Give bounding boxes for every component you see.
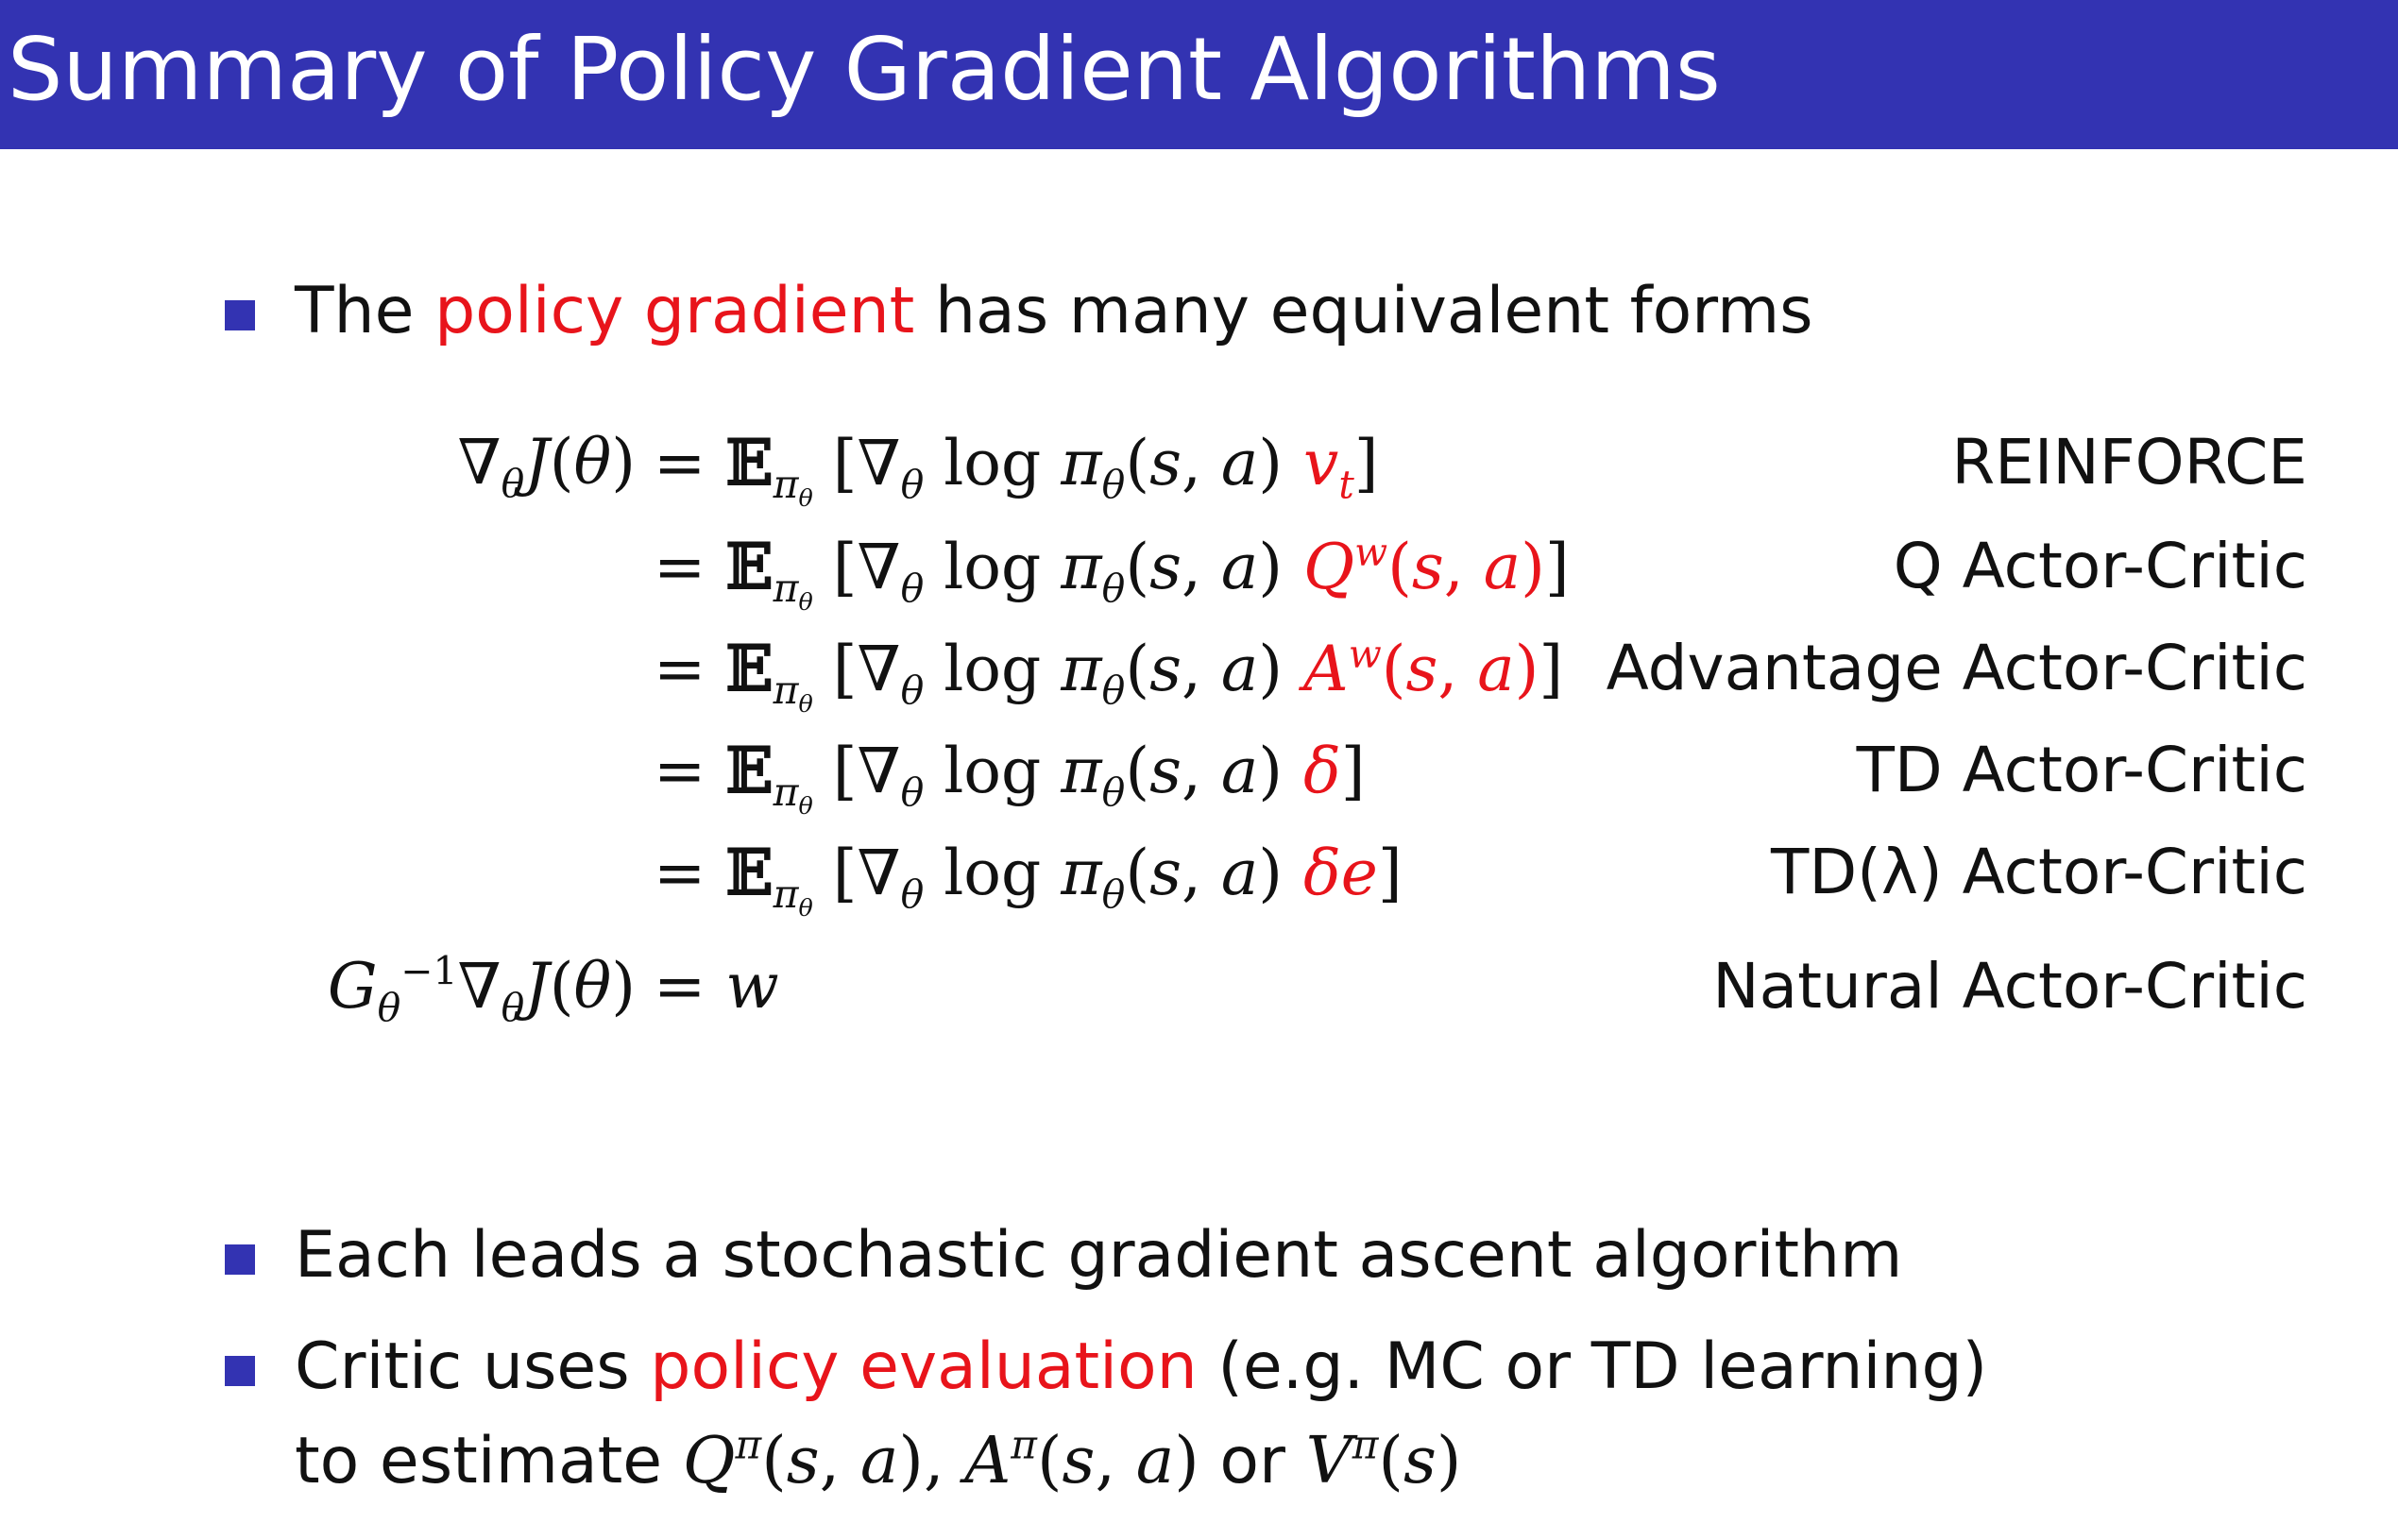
page-title: Summary of Policy Gradient Algorithms (8, 19, 1721, 120)
equation-5-rhs: = 𝔼$_{\pi_\theta}$ [$\nabla_\theta$ $\log \pi_\theta(s$, a) δe] (654, 836, 1403, 922)
bullet-3 (295, 1329, 1987, 1405)
bullet-2: Each leads a stochastic gradient ascent algorithm (295, 1218, 1903, 1293)
equation-3-rhs: = 𝔼$_{\pi_\theta}$ [$\nabla_\theta$ $\log \pi_\theta(s$, a) $A^w(s$, a)] (654, 631, 1564, 719)
bullet-3-line2-pre: to estimate (295, 1424, 683, 1498)
bullet-3-line-2 (295, 1421, 1462, 1499)
equation-6-rhs: = w (654, 950, 779, 1023)
equation-3-label: Advantage Actor-Critic (1606, 632, 2307, 704)
equation-4-rhs: = 𝔼$_{\pi_\theta}$ [$\nabla_\theta$ $\log \pi_\theta(s$, a) δ] (654, 734, 1366, 821)
title-bar (0, 0, 2398, 149)
bullet-3-post: (e.g. MC or TD learning) (1197, 1329, 1988, 1404)
bullet-1 (295, 274, 1813, 349)
equation-1-lhs: $\nabla_\theta J(\theta)$ (457, 426, 636, 507)
equation-4-label: TD Actor-Critic (1856, 734, 2307, 806)
equation-6-label: Natural Actor-Critic (1712, 950, 2307, 1023)
bullet-marker (225, 1244, 255, 1275)
bullet-3-pre: Critic uses (295, 1329, 651, 1404)
equation-2-label: Q Actor-Critic (1893, 530, 2307, 602)
equation-1-label: REINFORCE (1951, 426, 2307, 499)
bullet-3-math: $Q^\pi(s$, a), $A^\pi(s$, a) or $V^\pi(s)$ (682, 1421, 1462, 1498)
bullet-1-post: has many equivalent forms (914, 274, 1813, 348)
equation-2-rhs: = 𝔼$_{\pi_\theta}$ [$\nabla_\theta$ $\log \pi_\theta(s$, a) $Q^w(s$, a)] (654, 529, 1570, 617)
equation-5-label: TD(λ) Actor-Critic (1771, 836, 2307, 908)
bullet-3-highlight: policy evaluation (650, 1329, 1198, 1404)
bullet-marker (225, 1356, 255, 1386)
bullet-marker (225, 300, 255, 330)
equation-6-lhs: $G_\theta^{-1}\nabla_\theta J(\theta)$ (327, 948, 636, 1031)
bullet-1-highlight: policy gradient (434, 274, 915, 348)
bullet-1-pre: The (295, 274, 435, 348)
equation-1-rhs: = 𝔼$_{\pi_\theta}$ [$\nabla_\theta$ $\log \pi_\theta(s$, a) $v_t$] (654, 426, 1379, 513)
